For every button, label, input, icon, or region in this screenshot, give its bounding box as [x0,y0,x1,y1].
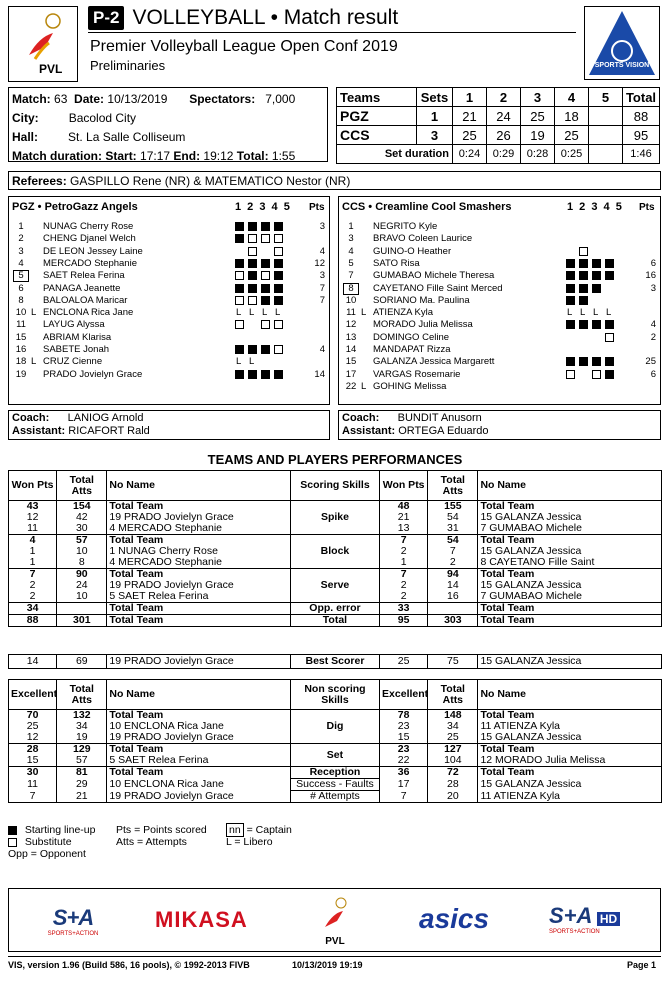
roster-row [339,295,660,307]
player-number: 14 [345,344,357,355]
performance-row: 11 30 4 MERCADO Stephanie 13 31 7 GUMABAO Michele [9,523,662,535]
performance-row: 1 8 4 MERCADO Stephanie 1 2 8 CAYETANO Fille Saint [9,557,662,569]
starter-square-icon [248,271,257,280]
starter-square-icon [248,259,257,268]
player-points: 12 [314,257,325,269]
player-number: 15 [345,356,357,368]
referees-box: Referees: GASPILLO Rene (NR) & MATEMATICO Nestor (NR) [8,171,661,190]
performance-block: Excellent Total Atts No Name Non scoring Skills Excellent Total Atts No Name 70 132 Total Team Dig 78 148 Total Team 25 34 10 ENCLONA Rica Jane 23 34 11 ATIENZA Kyla 12 19 19 PRADO Jovielyn Grace 15 25 15 GALANZA Jessica 28 129 Total Team Set 23 127 Total Team 15 57 5 SAET Relea Ferina 22 104 12 MORADO Julia Melissa 30 81 Total Team Reception Success - Faults # Attempts 36 72 Total Team 11 29 10 ENCLONA Rica Jane 17 28 15 GALANZA Jessica 7 21 19 PRADO Jovielyn Grace 7 20 11 ATIENZA Kyla [8,679,662,803]
starter-square-icon [235,345,244,354]
player-number: 19 [15,368,27,380]
substitute-square-icon [261,320,270,329]
roster-row [9,283,329,295]
player-points: 3 [319,270,325,282]
substitute-square-icon [274,234,283,243]
player-name: SATO Risa [373,257,420,269]
roster-row [9,233,329,245]
player-name: ABRIAM Klarisa [43,331,112,343]
team-b-name: CCS • Creamline Cool Smashers [342,201,512,213]
sets-score-table: Teams Sets 1 2 3 4 5 Total PGZ 1 21 24 25 18 88 CCS 3 25 26 19 25 95 Set duration 0:24 0:29 0:28 0:25 1:46 [336,87,661,164]
player-points: 6 [650,257,656,269]
player-number: 12 [345,319,357,331]
starter-square-icon [566,357,575,366]
roster-row [9,221,329,233]
performance-row: 88 301 Total Team Total 95 303 Total Team [9,615,662,627]
substitute-square-icon [248,234,257,243]
libero-mark: L [236,356,242,368]
substitute-square-icon [566,370,575,379]
starter-square-icon [235,234,244,243]
roster-row [9,344,329,356]
player-number: 3 [18,245,24,257]
roster-row [339,307,660,319]
player-name: NEGRITO Kyle [373,221,438,232]
starter-square-icon [235,259,244,268]
player-name: CAYETANO Fille Saint Merced [373,282,503,294]
libero-mark: L [249,356,255,368]
footer-timestamp: 10/13/2019 19:19 [292,960,363,970]
substitute-square-icon [579,247,588,256]
libero-mark: L [580,307,586,319]
starter-square-icon [274,284,283,293]
substitute-square-icon [235,320,244,329]
player-points: 14 [314,368,325,380]
pvl-sponsor-logo: PVL [315,895,355,947]
starter-square-icon [579,296,588,305]
player-number: 5 [13,270,29,282]
starter-square-icon [592,259,601,268]
player-number: 11 [346,307,356,319]
sports-action-logo: S+A SPORTS+ACTION [47,905,99,937]
pvl-logo-text: PVL [39,62,63,76]
player-points: 2 [650,331,656,343]
captain-box-icon: nn [226,823,244,837]
roster-row [339,356,660,368]
libero-mark: L [606,307,612,319]
performance-row: 70 132 Total Team Dig 78 148 Total Team [9,710,662,722]
city-value: Bacolod City [68,110,137,125]
hall-value: St. La Salle Colliseum [68,129,186,144]
starter-square-icon [566,259,575,268]
player-name: ENCLONA Rica Jane [43,307,134,319]
starter-square-icon [235,222,244,231]
performance-row: 7 21 19 PRADO Jovielyn Grace 7 20 11 ATIENZA Kyla [9,790,662,802]
player-name: CRUZ Cienne [43,356,103,368]
legend: Starting line-up Substitute Opp = Opponent [8,824,96,860]
player-name: SORIANO Ma. Paulina [373,294,470,306]
roster-row [339,233,660,245]
substitute-square-icon [592,370,601,379]
player-number: 4 [18,257,24,269]
performance-row: 25 34 10 ENCLONA Rica Jane 23 34 11 ATIENZA Kyla [9,721,662,732]
libero-mark: L [262,307,268,319]
libero-mark: L [593,307,599,319]
roster-row [339,381,660,393]
player-name: BALOALOA Maricar [43,294,128,306]
player-number: 8 [343,283,359,295]
starter-square-icon [605,357,614,366]
player-number: 10 [15,307,27,319]
player-number: 1 [348,221,354,232]
roster-row [9,307,329,319]
player-points: 7 [319,294,325,306]
roster-row [339,332,660,344]
performances-title: TEAMS AND PLAYERS PERFORMANCES [207,452,463,467]
starter-square-icon [248,284,257,293]
performance-block [8,654,662,669]
performance-row: 1 10 1 NUNAG Cherry Rose 2 7 15 GALANZA Jessica [9,546,662,557]
player-points: 16 [645,270,656,282]
starter-square-icon [605,370,614,379]
performance-row: 11 29 10 ENCLONA Rica Jane 17 28 15 GALANZA Jessica [9,779,662,791]
player-number: 1 [18,221,24,232]
player-points: 6 [650,368,656,380]
player-number: 18 [15,356,27,368]
starter-square-icon [566,320,575,329]
player-name: BRAVO Coleen Laurice [373,233,473,245]
team-a-name: PGZ • PetroGazz Angels [12,201,138,213]
performance-block: Won Pts Total Atts No Name Scoring Skills Won Pts Total Atts No Name 43 154 Total Team Spike 48 155 Total Team 12 42 19 PRADO Jovielyn Grace 21 54 15 GALANZA Jessica 11 30 4 MERCADO Stephanie 13 31 7 GUMABAO Michele 4 57 Total Team Block 7 54 Total Team 1 10 1 NUNAG Cherry Rose 2 7 15 GALANZA Jessica 1 8 4 MERCADO Stephanie 1 2 8 CAYETANO Fille Saint 7 90 Total Team Serve 7 94 Total Team 2 24 19 PRADO Jovielyn Grace 2 14 15 GALANZA Jessica 2 10 5 SAET Relea Ferina 2 16 7 GUMABAO Michele 34 Total Team Opp. error 33 Total Team 88 301 Total Team Total 95 303 Total Team [8,470,662,627]
sponsors-bar [8,888,661,952]
player-name: DOMINGO Celine [373,331,450,343]
starter-square-icon [261,259,270,268]
player-name: DE LEON Jessey Laine [43,245,143,257]
player-role: L [31,356,37,368]
player-points: 4 [319,245,325,257]
player-name: ATIENZA Kyla [373,307,434,319]
roster-row [339,221,660,233]
libero-mark: L [567,307,573,319]
starter-square-icon [274,271,283,280]
substitute-square-icon [248,296,257,305]
roster-row [9,246,329,258]
player-points: 3 [319,221,325,232]
starter-square-icon [592,320,601,329]
player-number: 22 [345,380,357,392]
player-name: SABETE Jonah [43,344,110,355]
roster-row [339,283,660,295]
referees-value: GASPILLO Rene (NR) & MATEMATICO Nestor (NR) [70,174,351,188]
substitute-square-icon [261,234,270,243]
substitute-square-icon [274,320,283,329]
roster-row [339,319,660,331]
performance-row: 15 57 5 SAET Relea Ferina 22 104 12 MORADO Julia Melissa [9,755,662,767]
player-name: MORADO Julia Melissa [373,319,473,331]
libero-mark: L [249,307,255,319]
player-number: 7 [348,270,354,282]
starter-square-icon [566,284,575,293]
sports-vision-logo [584,6,660,80]
performance-row: 12 42 19 PRADO Jovielyn Grace 21 54 15 GALANZA Jessica [9,512,662,523]
libero-mark: L [275,307,281,319]
roster-row [339,246,660,258]
player-number: 13 [345,331,357,343]
player-number: 17 [345,368,357,380]
player-role: L [31,307,37,319]
player-name: GUMABAO Michele Theresa [373,270,495,282]
roster-row [9,356,329,368]
starter-square-icon [592,271,601,280]
sports-action-hd-logo: S+A HD SPORTS+ACTION [549,903,649,935]
best-scorer-row: 14 69 19 PRADO Jovielyn Grace Best Scorer 25 75 15 GALANZA Jessica [9,655,662,669]
roster-row [9,319,329,331]
substitute-square-icon [274,247,283,256]
roster-row [339,369,660,381]
performance-row: 30 81 Total Team Reception Success - Faults # Attempts 36 72 Total Team [9,767,662,779]
player-name: NUNAG Cherry Rose [43,221,134,232]
pvl-logo [8,6,78,82]
starter-square-icon [248,345,257,354]
footer-page: Page 1 [627,960,657,970]
player-name: LAYUG Alyssa [43,319,105,331]
phase-name: Preliminaries [90,58,166,73]
performance-row: 2 10 5 SAET Relea Ferina 2 16 7 GUMABAO Michele [9,591,662,603]
player-number: 4 [348,245,354,257]
player-points: 25 [645,356,656,368]
performance-row: 2 24 19 PRADO Jovielyn Grace 2 14 15 GALANZA Jessica [9,580,662,591]
player-number: 5 [348,257,354,269]
player-name: GUINO-O Heather [373,245,452,257]
starter-square-icon [261,222,270,231]
substitute-square-icon [248,247,257,256]
substitute-square-icon [261,271,270,280]
player-name: SAET Relea Ferina [43,270,125,282]
starter-square-icon [235,370,244,379]
team-b-coaches: Coach: BUNDIT Anusorn Assistant: ORTEGA Eduardo [338,410,661,440]
starter-square-icon [592,284,601,293]
starter-square-icon [592,357,601,366]
roster-row [339,270,660,282]
substitute-square-icon [235,296,244,305]
volleyball-player-icon [9,7,77,81]
starter-square-icon [248,222,257,231]
starter-square-icon [579,357,588,366]
team-a-roster: PGZ • PetroGazz Angels 1 2 3 4 5 Pts 1 NUNAG Cherry Rose 3 2 CHENG Djanel Welch 3 DE LEON Jessey Laine 4 4 MERCADO Stephanie 12 5 SAET Relea Ferina 3 6 PANAGA Jeanette 7 8 BALOALOA Maricar 7 10 L ENCLONA Rica Jane L L L L 11 LAYUG Alyssa 15 ABRIAM Klarisa 16 SABETE Jonah 4 18 L CRUZ Cienne L L 19 PRADO Jovielyn Grace 14 [8,196,330,405]
skill-name: Serve [320,579,350,591]
roster-row [9,270,329,282]
player-number: 6 [18,282,24,294]
starter-square-icon [579,271,588,280]
player-name: CHENG Djanel Welch [43,233,136,245]
player-name: PANAGA Jeanette [43,282,121,294]
starter-square-icon [605,320,614,329]
player-points: 4 [650,319,656,331]
roster-row [9,258,329,270]
starter-square-icon [579,284,588,293]
performance-row: 28 129 Total Team Set 23 127 Total Team [9,744,662,756]
player-name: PRADO Jovielyn Grace [43,368,143,380]
player-number: 16 [15,344,27,355]
starter-square-icon [8,826,17,835]
player-points: 3 [650,282,656,294]
starter-square-icon [579,259,588,268]
asics-logo: asics [419,903,490,934]
player-role: L [361,307,367,319]
starter-square-icon [579,320,588,329]
player-name: GOHING Melissa [373,380,447,392]
player-name: MERCADO Stephanie [43,257,137,269]
starter-square-icon [274,370,283,379]
starter-square-icon [261,296,270,305]
sports-vision-text: SPORTS VISION [594,62,650,69]
player-points: 7 [319,282,325,294]
roster-row [9,369,329,381]
player-name: GALANZA Jessica Margarett [373,356,495,368]
player-number: 11 [16,319,26,331]
performance-row: 7 90 Total Team Serve 7 94 Total Team [9,569,662,581]
starter-square-icon [235,284,244,293]
skill-name: Dig [326,720,344,732]
performance-row: 34 Total Team Opp. error 33 Total Team [9,603,662,615]
page-title: VOLLEYBALL • Match result [132,6,399,29]
report-code-badge: P-2 [88,6,124,30]
skill-name: Spike [320,511,349,523]
team-b-roster: CCS • Creamline Cool Smashers 1 2 3 4 5 Pts 1 NEGRITO Kyle 3 BRAVO Coleen Laurice 4 GUINO-O Heather 5 SATO Risa 6 7 GUMABAO Michele Theresa 16 8 CAYETANO Fille Saint Merced 3 10 SORIANO Ma. Paulina 11 L ATIENZA Kyla L L L L 12 MORADO Julia Melissa 4 13 DOMINGO Celine 2 14 MANDAPAT Rizza 15 GALANZA Jessica Margarett 25 17 VARGAS Rosemarie 6 22 L GOHING Melissa [338,196,661,405]
league-name: Premier Volleyball League Open Conf 2019 [90,38,398,55]
performance-row: 4 57 Total Team Block 7 54 Total Team [9,535,662,547]
mikasa-logo: MIKASA [155,907,248,932]
substitute-square-icon [605,333,614,342]
substitute-square-icon [8,838,17,847]
starter-square-icon [261,284,270,293]
starter-square-icon [605,259,614,268]
starter-square-icon [248,370,257,379]
starter-square-icon [605,271,614,280]
skill-name: Reception [309,766,361,778]
roster-row [9,295,329,307]
player-role: L [361,380,367,392]
player-name: MANDAPAT Rizza [373,344,451,355]
skill-name: Set [326,748,344,761]
player-number: 10 [345,294,357,306]
starter-square-icon [261,370,270,379]
player-number: 8 [18,294,24,306]
spectators-value: 7,000 [265,91,296,106]
footer-version: VIS, version 1.96 (Build 586, 16 pools), © 1992-2013 FIVB [8,960,250,970]
player-points: 4 [319,344,325,355]
roster-row [339,344,660,356]
starter-square-icon [274,296,283,305]
starter-square-icon [261,345,270,354]
starter-square-icon [566,271,575,280]
substitute-square-icon [274,345,283,354]
player-name: VARGAS Rosemarie [373,368,461,380]
starter-square-icon [566,296,575,305]
roster-row [9,332,329,344]
player-number: 2 [18,233,24,245]
libero-mark: L [236,307,242,319]
player-number: 15 [15,331,27,343]
team-a-coaches: Coach: LANIOG Arnold Assistant: RICAFORT Rald [8,410,330,440]
starter-square-icon [274,222,283,231]
starter-square-icon [274,259,283,268]
player-number: 3 [348,233,354,245]
match-info-box: Match: 63 Date: 10/13/2019 Spectators: 7,000 City: Bacolod City Hall: St. La Salle Colliseum Match duration: Start: 17:17 End: 19:12 Total: 1:55 [8,87,328,162]
performance-row: 12 19 19 PRADO Jovielyn Grace 15 25 15 GALANZA Jessica [9,732,662,744]
performance-row: 43 154 Total Team Spike 48 155 Total Team [9,501,662,513]
skill-name: Block [320,545,350,557]
substitute-square-icon [235,271,244,280]
roster-row [339,258,660,270]
